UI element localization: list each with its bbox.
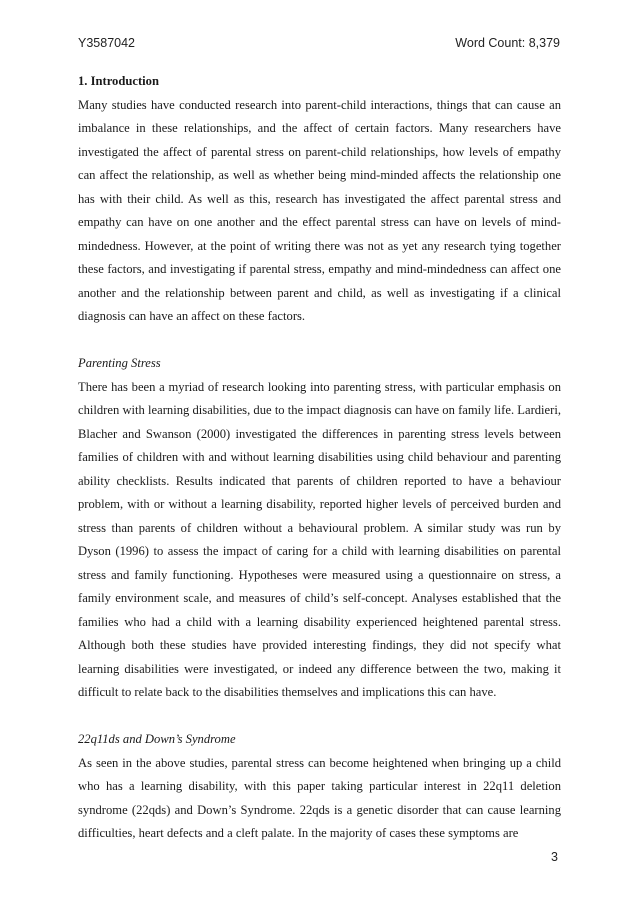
page-content — [78, 70, 561, 846]
section-heading-introduction: 1. Introduction — [78, 74, 159, 88]
page-header — [78, 36, 560, 50]
paragraph-spacer — [78, 329, 561, 353]
introduction-paragraph: Many studies have conducted research into parent-child interactions, things that can cause an imbalance in these relationships, and the affect of certain factors. Many researchers have investigated the affect of parental stress on parent-child relationships, how levels of empathy can affect the relationship, as well as whether being mind-minded affects the relationship one has with their child. As well as this, research has investigated the affect parental stress and empathy can have on one another and the effect parental stress can have on levels of mind-mindedness. However, at the point of writing there was not as yet any research tying together these factors, and investigating if parental stress, empathy and mind-mindedness can affect one another and the relationship between parent and child, as well as investigating if a clinical diagnosis can have an affect on these factors. — [78, 97, 561, 323]
paragraph-spacer — [78, 705, 561, 729]
student-id: Y3587042 — [78, 36, 136, 50]
parenting-stress-paragraph: There has been a myriad of research looking into parenting stress, with particular emphasis on children with learning disabilities, due to the impact diagnosis can have on family life. Lardieri, Blacher and Swanson (2000) investigated the differences in parenting stress levels between families of children with and without learning disabilities using child behaviour and parenting ability checklists. Results indicated that parents of children reported to have a behaviour problem, with or without a learning disability, reported higher levels of perceived burden and stress than parents of children without a behavioural problem. A similar study was run by Dyson (1996) to assess the impact of caring for a child with learning disabilities on parental stress and family functioning. Hypotheses were measured using a questionnaire on stress, a family environment scale, and measures of child’s self-concept. Analyses established that the families who had a child with a learning disability experienced heightened parental stress. Although both these studies have provided interesting findings, they did not specify what learning disabilities were investigated, or indeed any difference between the two, making it difficult to relate back to the disabilities themselves and implications this can have. — [78, 379, 561, 699]
page-number: 3 — [551, 850, 558, 864]
22q11ds-paragraph: As seen in the above studies, parental stress can become heightened when bringing up a child who has a learning disability, with this paper taking particular interest in 22q11 deletion syndrome (22qds) and Down’s Syndrome. 22qds is a genetic disorder that can cause learning difficulties, heart defects and a cleft palate. In the majority of cases these symptoms are — [78, 755, 561, 840]
word-count: Word Count: 8,379 — [455, 36, 560, 50]
subsection-heading-parenting-stress: Parenting Stress — [78, 356, 161, 370]
subsection-heading-22q11ds: 22q11ds and Down’s Syndrome — [78, 732, 236, 746]
